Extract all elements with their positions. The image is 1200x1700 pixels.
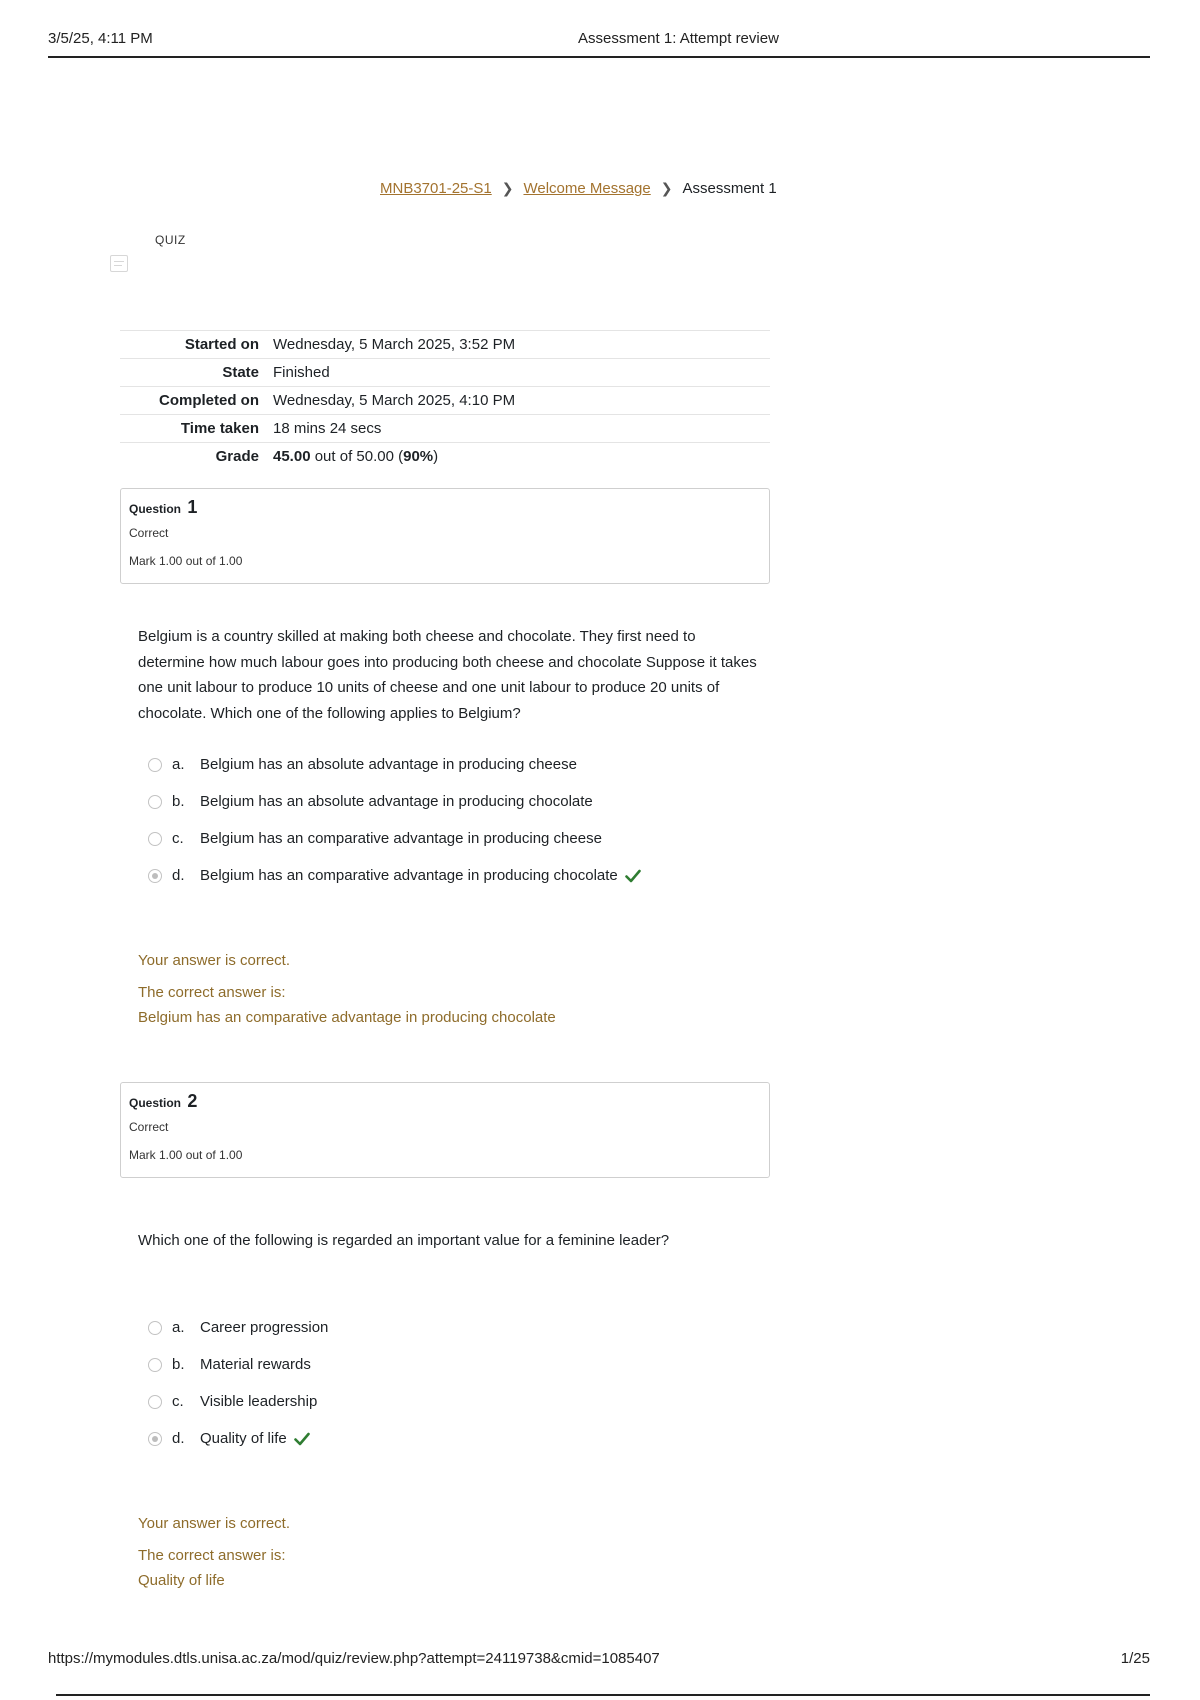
activity-type-label: QUIZ bbox=[155, 233, 186, 247]
grade-out-of: out of 50.00 ( bbox=[314, 447, 404, 465]
question-text-2: Which one of the following is regarded an important value for a feminine leader? bbox=[138, 1232, 670, 1249]
radio-button[interactable] bbox=[148, 832, 162, 846]
option-letter: d. bbox=[172, 1430, 185, 1447]
breadcrumb-course-link[interactable]: MNB3701-25-S1 bbox=[380, 180, 492, 197]
summary-label: Grade bbox=[215, 447, 259, 465]
question-num: 1 bbox=[187, 497, 198, 517]
radio-button[interactable] bbox=[148, 758, 162, 772]
question-state: Correct bbox=[129, 1120, 169, 1134]
breadcrumb-section-link[interactable]: Welcome Message bbox=[523, 180, 651, 197]
correct-answer-label: The correct answer is: bbox=[138, 984, 286, 1001]
answer-option[interactable] bbox=[148, 1346, 768, 1383]
option-label: Belgium has an comparative advantage in producing chocolate bbox=[200, 867, 618, 884]
checkmark-icon bbox=[625, 869, 641, 883]
answer-option[interactable] bbox=[148, 746, 768, 783]
question-text-1: Belgium is a country skilled at making both cheese and chocolate. They first need to determine how much labour goes into producing both cheese and chocolate Suppose it takes one unit labour to produce 10 units of cheese and one unit labour to produce 20 units of chocolate. Which one of the following applies to Belgium? bbox=[138, 628, 757, 722]
question-mark: Mark 1.00 out of 1.00 bbox=[129, 554, 243, 568]
radio-button[interactable] bbox=[148, 795, 162, 809]
feedback-2 bbox=[138, 1515, 758, 1589]
option-letter: c. bbox=[172, 1393, 184, 1410]
summary-value: Wednesday, 5 March 2025, 3:52 PM bbox=[273, 335, 516, 353]
option-letter: a. bbox=[172, 756, 185, 773]
answer-option-selected[interactable] bbox=[148, 857, 768, 894]
answer-option[interactable] bbox=[148, 1309, 768, 1346]
radio-button-checked[interactable] bbox=[148, 1432, 162, 1446]
summary-row-grade bbox=[120, 443, 770, 471]
grade-percent: 90% bbox=[403, 447, 434, 465]
summary-row bbox=[120, 359, 770, 387]
answer-options-2 bbox=[148, 1309, 768, 1457]
feedback-text: Your answer is correct. bbox=[138, 952, 291, 969]
summary-value: 18 mins 24 secs bbox=[273, 419, 382, 437]
attempt-summary-table bbox=[120, 330, 770, 471]
chevron-right-icon: ❯ bbox=[660, 180, 673, 196]
option-letter: c. bbox=[172, 830, 184, 847]
option-label: Visible leadership bbox=[200, 1393, 318, 1410]
summary-row bbox=[120, 415, 770, 443]
breadcrumb bbox=[380, 180, 777, 197]
answer-option[interactable] bbox=[148, 820, 768, 857]
checkmark-icon bbox=[294, 1432, 310, 1446]
footer-divider bbox=[56, 1694, 1150, 1696]
radio-button[interactable] bbox=[148, 1321, 162, 1335]
option-label: Career progression bbox=[200, 1319, 329, 1336]
page-number: 1/25 bbox=[1120, 1650, 1150, 1667]
print-date: 3/5/25, 4:11 PM bbox=[48, 30, 153, 47]
breadcrumb-current: Assessment 1 bbox=[682, 180, 777, 197]
grade-score: 45.00 bbox=[273, 447, 311, 465]
correct-answer: Quality of life bbox=[138, 1572, 225, 1589]
summary-row bbox=[120, 331, 770, 359]
option-letter: b. bbox=[172, 793, 185, 810]
option-label: Belgium has an absolute advantage in producing cheese bbox=[200, 756, 577, 773]
correct-answer-label: The correct answer is: bbox=[138, 1547, 286, 1564]
summary-row bbox=[120, 387, 770, 415]
summary-label: Completed on bbox=[159, 391, 259, 409]
radio-button-checked[interactable] bbox=[148, 869, 162, 883]
summary-label: State bbox=[222, 363, 259, 381]
grade-value bbox=[273, 443, 770, 471]
radio-button[interactable] bbox=[148, 1358, 162, 1372]
summary-value: Finished bbox=[273, 363, 330, 381]
summary-value: Wednesday, 5 March 2025, 4:10 PM bbox=[273, 391, 516, 409]
summary-label: Started on bbox=[184, 335, 259, 353]
answer-option[interactable] bbox=[148, 783, 768, 820]
answer-option[interactable] bbox=[148, 1383, 768, 1420]
option-label: Belgium has an absolute advantage in producing chocolate bbox=[200, 793, 593, 810]
feedback-1 bbox=[138, 952, 758, 1026]
question-label: Question bbox=[129, 502, 182, 516]
print-title: Assessment 1: Attempt review bbox=[578, 30, 779, 47]
answer-option-selected[interactable] bbox=[148, 1420, 768, 1457]
question-info-1 bbox=[120, 488, 770, 584]
page-url: https://mymodules.dtls.unisa.ac.za/mod/quiz/review.php?attempt=24119738&cmid=1085407 bbox=[48, 1650, 660, 1667]
question-mark: Mark 1.00 out of 1.00 bbox=[129, 1148, 243, 1162]
question-number bbox=[129, 497, 761, 518]
chevron-right-icon: ❯ bbox=[501, 180, 514, 196]
option-letter: a. bbox=[172, 1319, 185, 1336]
option-letter: b. bbox=[172, 1356, 185, 1373]
option-label: Quality of life bbox=[200, 1430, 287, 1447]
summary-label: Time taken bbox=[180, 419, 259, 437]
option-letter: d. bbox=[172, 867, 185, 884]
question-num: 2 bbox=[187, 1091, 198, 1111]
radio-button[interactable] bbox=[148, 1395, 162, 1409]
print-header bbox=[48, 30, 1150, 58]
correct-answer: Belgium has an comparative advantage in producing chocolate bbox=[138, 1009, 556, 1026]
question-number bbox=[129, 1091, 761, 1112]
question-state: Correct bbox=[129, 526, 169, 540]
question-info-2 bbox=[120, 1082, 770, 1178]
answer-options-1 bbox=[148, 746, 768, 894]
option-label: Material rewards bbox=[200, 1356, 311, 1373]
feedback-text: Your answer is correct. bbox=[138, 1515, 291, 1532]
option-label: Belgium has an comparative advantage in producing cheese bbox=[200, 830, 602, 847]
question-label: Question bbox=[129, 1096, 182, 1110]
grade-close: ) bbox=[433, 447, 439, 465]
quiz-icon bbox=[110, 255, 128, 272]
